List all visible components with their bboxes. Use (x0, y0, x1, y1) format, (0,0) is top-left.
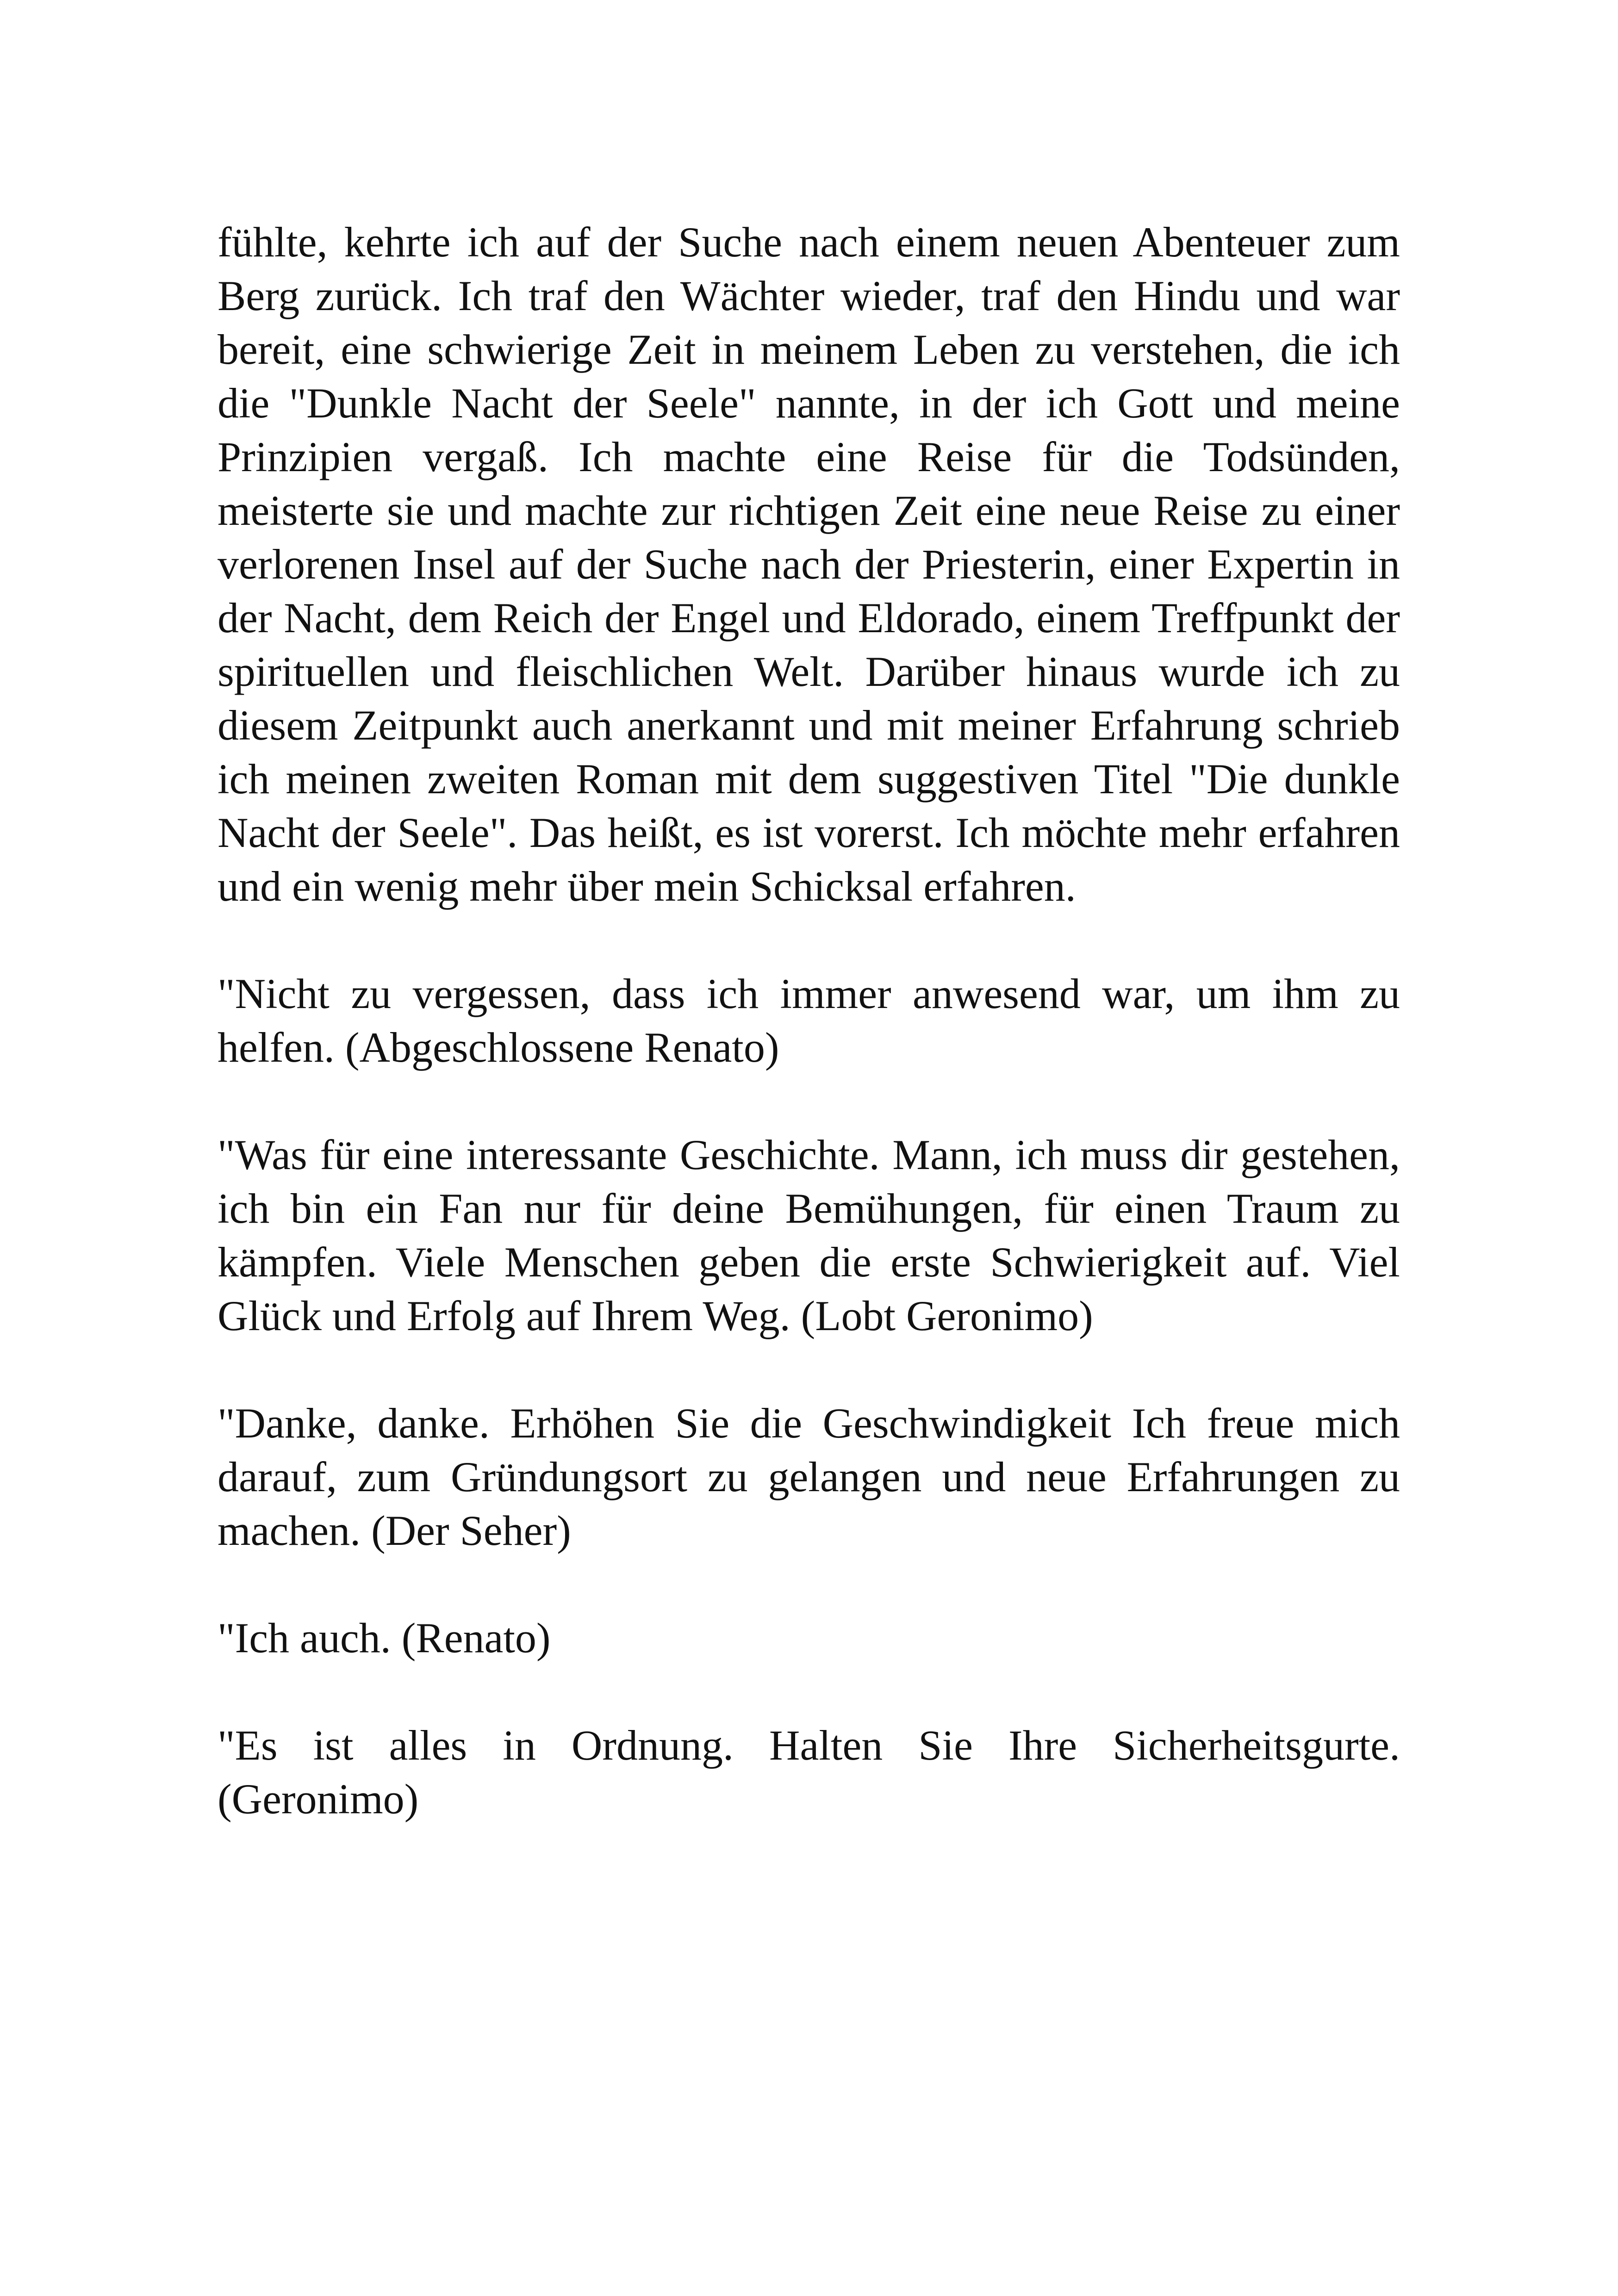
paragraph-narrative: fühlte, kehrte ich auf der Suche nach einem neuen Abenteuer zum Berg zurück. Ich traf den Wächter wieder, traf den Hindu und war bereit, eine schwierige Zeit in meinem Leben zu verstehen, die ich die "Dunkle Nacht der Seele" nannte, in der ich Gott und meine Prinzipien vergaß. Ich machte eine Reise für die Todsünden, meisterte sie und machte zur richtigen Zeit eine neue Reise zu einer verlorenen Insel auf der Suche nach der Priesterin, einer Expertin in der Nacht, dem Reich der Engel und Eldorado, einem Treffpunkt der spirituellen und fleischlichen Welt. Darüber hinaus wurde ich zu diesem Zeitpunkt auch anerkannt und mit meiner Erfahrung schrieb ich meinen zweiten Roman mit dem suggestiven Titel "Die dunkle Nacht der Seele". Das heißt, es ist vorerst. Ich möchte mehr erfahren und ein wenig mehr über mein Schicksal erfahren. (218, 218, 1400, 910)
paragraph-dialogue-renato: "Nicht zu vergessen, dass ich immer anwesend war, um ihm zu helfen. (Abgeschlossene Renato) (218, 970, 1400, 1071)
paragraph-dialogue-seher: "Danke, danke. Erhöhen Sie die Geschwindigkeit Ich freue mich darauf, zum Gründungsort zu gelangen und neue Erfahrungen zu machen. (Der Seher) (218, 1400, 1400, 1554)
paragraph-dialogue-renato-short: "Ich auch. (Renato) (218, 1614, 551, 1661)
paragraph-dialogue-geronimo: "Was für eine interessante Geschichte. Mann, ich muss dir gestehen, ich bin ein Fan nur für deine Bemühungen, für einen Traum zu kämpfen. Viele Menschen geben die erste Schwierigkeit auf. Viel Glück und Erfolg auf Ihrem Weg. (Lobt Geronimo) (218, 1131, 1400, 1339)
paragraph-dialogue-geronimo-final: "Es ist alles in Ordnung. Halten Sie Ihre Sicherheitsgurte. (Geronimo) (218, 1722, 1400, 1823)
body-text (218, 215, 1400, 1826)
